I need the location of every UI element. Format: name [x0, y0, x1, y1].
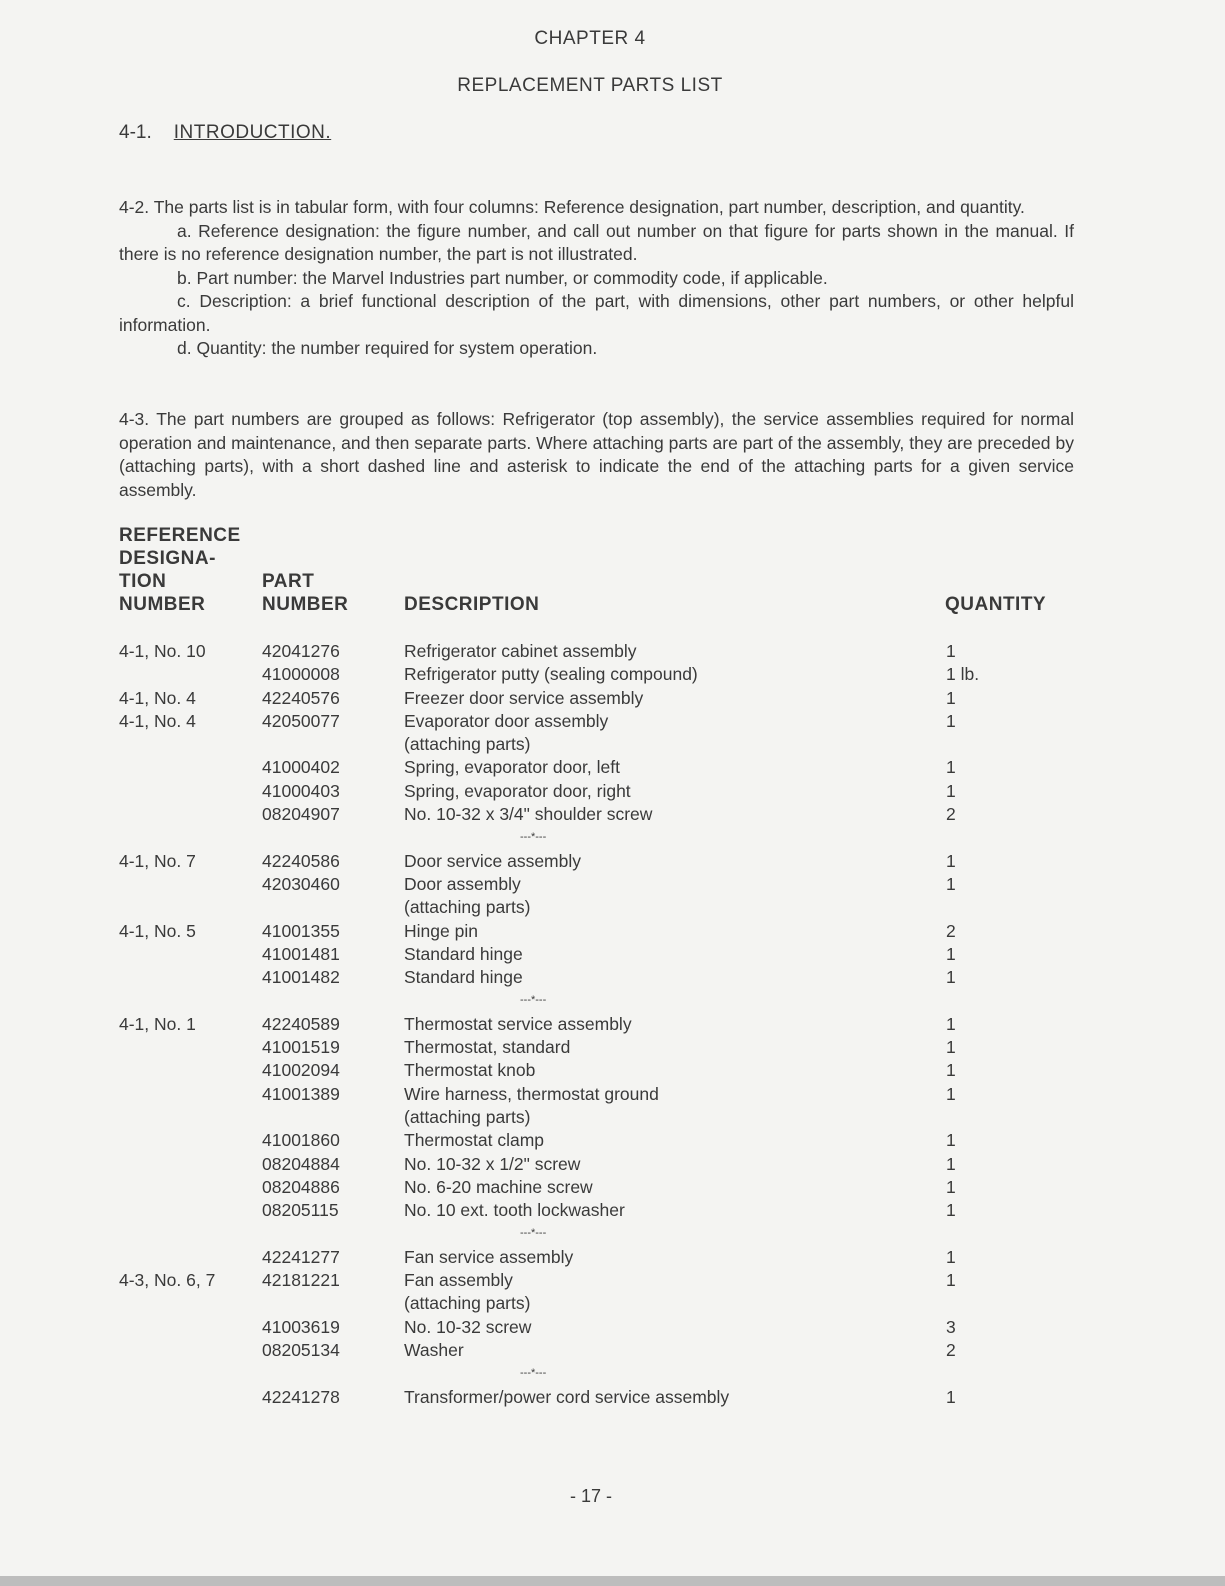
cell-part-number: 42240576	[262, 687, 340, 708]
cell-quantity: 1	[946, 687, 956, 708]
table-row	[0, 1292, 1225, 1315]
cell-description: Spring, evaporator door, left	[404, 757, 620, 778]
cell-part-number: 41000403	[262, 780, 340, 801]
cell-quantity: 1	[946, 1386, 956, 1407]
cell-reference: 4-1, No. 4	[119, 710, 196, 731]
paragraph-item-a: a. Reference designation: the figure number, and call out number on that figure for parts shown in the manual. If there is no reference designation number, the part is not illustrated.	[119, 220, 1074, 264]
cell-quantity: 1	[946, 757, 956, 778]
cell-part-number: 41000402	[262, 757, 340, 778]
table-row	[0, 873, 1225, 896]
cell-part-number: 42030460	[262, 873, 340, 894]
cell-quantity: 1	[946, 710, 956, 731]
cell-quantity: 1	[946, 780, 956, 801]
cell-description: (attaching parts)	[404, 897, 531, 918]
cell-quantity: 1	[946, 850, 956, 871]
table-row	[0, 1386, 1225, 1409]
cell-part-number: 08205115	[262, 1200, 339, 1221]
cell-description: Fan service assembly	[404, 1246, 574, 1267]
paragraph-4-2	[119, 196, 1074, 361]
cell-quantity: 1	[946, 967, 956, 988]
table-row	[0, 710, 1225, 733]
cell-part-number: 42241278	[262, 1386, 340, 1407]
cell-quantity: 1	[946, 1176, 956, 1197]
paragraph-item-c: c. Description: a brief functional description of the part, with dimensions, other part numbers, or other helpful information.	[119, 291, 1074, 335]
paragraph-lead: 4-2. The parts list is in tabular form, with four columns: Reference designation, part number, description, and quantity.	[119, 197, 1025, 217]
cell-quantity: 2	[946, 920, 956, 941]
cell-reference: 4-1, No. 1	[119, 1013, 196, 1034]
cell-part-number: 41001389	[262, 1083, 340, 1104]
paragraph-item-d: d. Quantity: the number required for system operation.	[177, 338, 598, 358]
cell-description: Refrigerator cabinet assembly	[404, 641, 637, 661]
column-header-description: DESCRIPTION	[404, 594, 540, 615]
cell-description: Thermostat clamp	[404, 1130, 545, 1151]
cell-description: No. 10-32 screw	[404, 1316, 532, 1337]
cell-part-number: 42041276	[262, 641, 340, 661]
column-header-part-number: PART NUMBER	[262, 571, 349, 615]
table-row	[0, 1106, 1225, 1129]
table-row	[0, 780, 1225, 803]
table-row	[0, 803, 1225, 826]
cell-part-number: 42240586	[262, 850, 340, 871]
cell-part-number: 41003619	[262, 1316, 340, 1337]
table-row	[0, 1316, 1225, 1339]
table-row	[0, 640, 1225, 663]
cell-part-number: 41001519	[262, 1037, 340, 1058]
table-row	[0, 1176, 1225, 1199]
attaching-parts-end-marker: ---*---	[520, 1367, 547, 1380]
table-row	[0, 1013, 1225, 1036]
cell-description: Thermostat service assembly	[404, 1013, 632, 1034]
table-row	[0, 663, 1225, 686]
cell-reference: 4-1, No. 4	[119, 687, 196, 708]
cell-quantity: 1	[946, 1130, 956, 1151]
cell-description: Standard hinge	[404, 943, 523, 964]
cell-part-number: 08204907	[262, 804, 340, 825]
cell-quantity: 3	[946, 1316, 956, 1337]
cell-part-number: 42050077	[262, 710, 340, 731]
cell-quantity: 2	[946, 804, 956, 825]
scan-bottom-edge	[0, 1576, 1225, 1586]
cell-description: Door service assembly	[404, 850, 581, 871]
cell-part-number: 41001481	[262, 943, 340, 964]
cell-description: Standard hinge	[404, 967, 523, 988]
cell-part-number: 41001355	[262, 920, 340, 941]
cell-quantity: 1	[946, 943, 956, 964]
cell-quantity: 1	[946, 1200, 956, 1221]
cell-quantity: 1	[946, 1060, 956, 1081]
cell-part-number: 41001860	[262, 1130, 340, 1151]
cell-reference: 4-1, No. 10	[119, 641, 206, 661]
cell-description: (attaching parts)	[404, 1293, 531, 1314]
cell-description: No. 6-20 machine screw	[404, 1176, 593, 1197]
cell-part-number: 42240589	[262, 1013, 340, 1034]
table-row	[0, 1059, 1225, 1082]
cell-quantity: 1	[946, 641, 956, 661]
table-row	[0, 943, 1225, 966]
cell-quantity: 2	[946, 1339, 956, 1360]
cell-description: Thermostat, standard	[404, 1037, 571, 1058]
cell-description: Fan assembly	[404, 1270, 513, 1291]
section-heading	[119, 122, 331, 144]
cell-part-number: 08204884	[262, 1153, 340, 1174]
chapter-heading: CHAPTER 4	[534, 28, 646, 49]
table-row	[0, 1036, 1225, 1059]
cell-description: Hinge pin	[404, 920, 478, 941]
cell-quantity: 1	[946, 1083, 956, 1104]
cell-quantity: 1	[946, 873, 956, 894]
cell-part-number: 08205134	[262, 1339, 340, 1360]
cell-quantity: 1 lb.	[946, 664, 980, 685]
page-title: REPLACEMENT PARTS LIST	[457, 75, 723, 96]
cell-reference: 4-1, No. 5	[119, 920, 196, 941]
paragraph-item-b: b. Part number: the Marvel Industries part number, or commodity code, if applicable.	[177, 267, 828, 288]
cell-description: (attaching parts)	[404, 1106, 531, 1127]
cell-quantity: 1	[946, 1270, 956, 1291]
cell-quantity: 1	[946, 1153, 956, 1174]
cell-description: Spring, evaporator door, right	[404, 780, 631, 801]
section-title: INTRODUCTION.	[173, 122, 332, 143]
section-number: 4-1.	[119, 122, 152, 143]
attaching-parts-end-marker: ---*---	[520, 831, 547, 844]
cell-quantity: 1	[946, 1037, 956, 1058]
cell-description: No. 10 ext. tooth lockwasher	[404, 1200, 625, 1221]
cell-part-number: 42241277	[262, 1246, 340, 1267]
table-row	[0, 1129, 1225, 1152]
cell-description: Freezer door service assembly	[404, 687, 644, 708]
cell-part-number: 08204886	[262, 1176, 340, 1197]
page-number: - 17 -	[569, 1486, 612, 1506]
cell-part-number: 41001482	[262, 967, 340, 988]
table-row	[0, 920, 1225, 943]
cell-quantity: 1	[946, 1246, 956, 1267]
cell-part-number: 42181221	[262, 1270, 340, 1291]
cell-description: Transformer/power cord service assembly	[404, 1386, 730, 1407]
table-row	[0, 1199, 1225, 1222]
table-row	[0, 1153, 1225, 1176]
table-row	[0, 1083, 1225, 1106]
column-header-reference: REFERENCE DESIGNA- TION NUMBER	[119, 525, 241, 615]
table-row	[0, 733, 1225, 756]
cell-reference: 4-1, No. 7	[119, 850, 196, 871]
cell-part-number: 41002094	[262, 1060, 340, 1081]
table-row	[0, 896, 1225, 919]
cell-description: Thermostat knob	[404, 1060, 536, 1081]
parts-table	[0, 640, 1225, 1409]
cell-description: No. 10-32 x 1/2" screw	[404, 1153, 581, 1174]
cell-description: Wire harness, thermostat ground	[404, 1083, 659, 1104]
cell-quantity: 1	[946, 1013, 956, 1034]
attaching-parts-end-marker: ---*---	[520, 1227, 547, 1240]
column-header-quantity: QUANTITY	[945, 594, 1047, 615]
table-row	[0, 687, 1225, 710]
cell-description: Evaporator door assembly	[404, 710, 609, 731]
cell-description: No. 10-32 x 3/4" shoulder screw	[404, 804, 653, 825]
cell-reference: 4-3, No. 6, 7	[119, 1270, 216, 1291]
attaching-parts-end-marker: ---*---	[520, 994, 547, 1007]
cell-description: Door assembly	[404, 873, 521, 894]
table-row	[0, 1246, 1225, 1269]
table-row	[0, 1339, 1225, 1362]
cell-description: (attaching parts)	[404, 734, 531, 755]
table-row	[0, 756, 1225, 779]
cell-description: Washer	[404, 1339, 464, 1360]
table-row	[0, 1269, 1225, 1292]
table-row	[0, 966, 1225, 989]
paragraph-4-3: 4-3. The part numbers are grouped as follows: Refrigerator (top assembly), the service assemblies required for normal operation and maintenance, and then separate parts. Where attaching parts are part of the assembly, they are preceded by (attaching parts), with a short dashed line and asterisk to indicate the end of the attaching parts for a given service assembly.	[119, 409, 1074, 500]
cell-description: Refrigerator putty (sealing compound)	[404, 664, 698, 685]
table-row	[0, 850, 1225, 873]
cell-part-number: 41000008	[262, 664, 340, 685]
